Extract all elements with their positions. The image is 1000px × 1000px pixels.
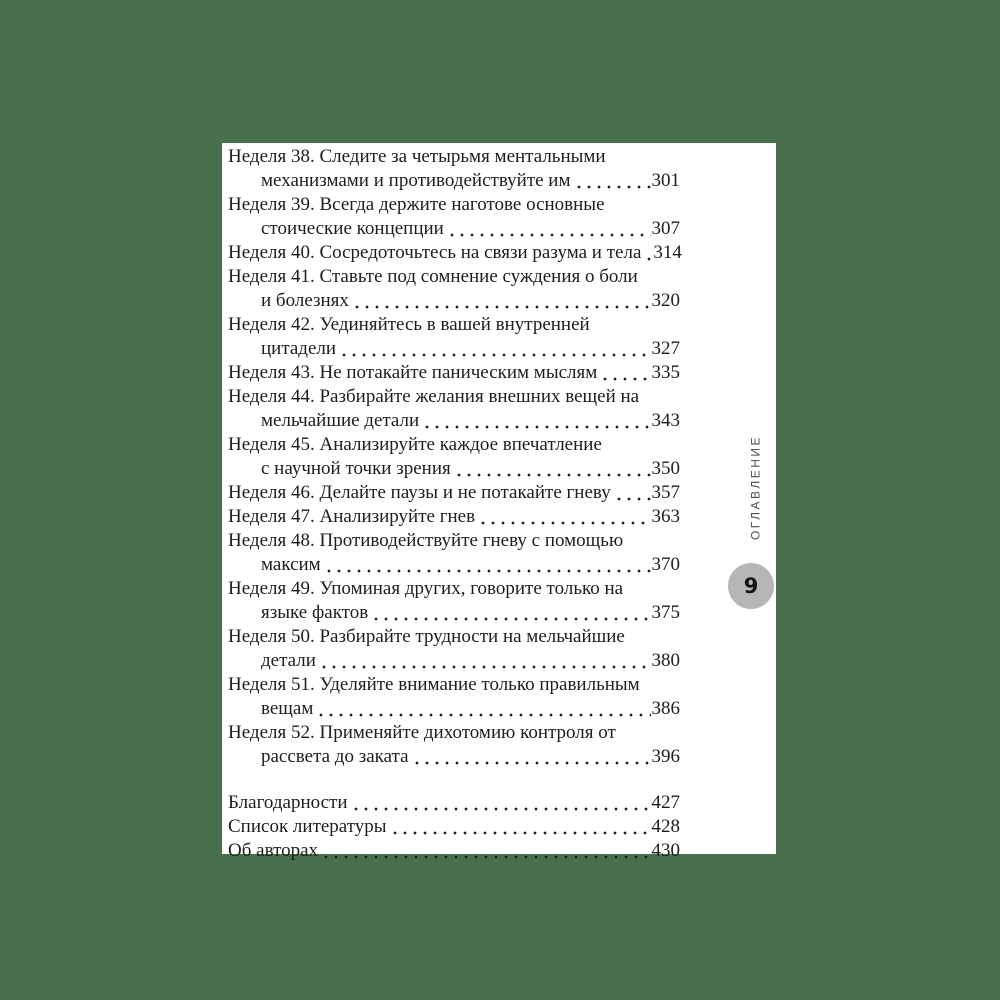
entry-title: Неделя 52. Применяйте дихотомию контроля от xyxy=(228,722,616,743)
toc-entry-line xyxy=(228,745,680,769)
dot-leader xyxy=(390,815,651,839)
page-number: 314 xyxy=(653,242,682,263)
toc-entry xyxy=(228,265,680,313)
toc-entry xyxy=(228,481,680,505)
entry-title: Неделя 49. Упоминая других, говорите только на xyxy=(228,578,624,599)
toc-entry-line xyxy=(228,337,680,361)
page-number: 301 xyxy=(651,170,680,191)
entry-title: Неделя 40. Сосредоточьтесь на связи разума и тела xyxy=(228,242,642,263)
dot-leader xyxy=(316,697,650,721)
toc-entry-line xyxy=(228,553,680,577)
toc-entry xyxy=(228,505,680,529)
entry-title: и болезнях xyxy=(261,290,349,311)
entry-title: Об авторах xyxy=(228,840,319,861)
toc-entry-line xyxy=(228,409,680,433)
page-number: 357 xyxy=(651,482,680,503)
page-number: 343 xyxy=(651,410,680,431)
toc-entry-line xyxy=(228,457,680,481)
dot-leader xyxy=(422,409,650,433)
toc-entry-line xyxy=(228,481,680,505)
dot-leader xyxy=(412,745,651,769)
toc-entry xyxy=(228,529,680,577)
entry-title: языке фактов xyxy=(261,602,369,623)
entry-title: детали xyxy=(261,650,316,671)
dot-leader xyxy=(478,505,650,529)
toc-entry xyxy=(228,241,680,265)
toc-entry xyxy=(228,145,680,193)
toc-entry-line xyxy=(228,217,680,241)
toc-entry-line xyxy=(228,721,680,745)
toc-entry-line xyxy=(228,145,680,169)
toc-entry-line xyxy=(228,193,680,217)
dot-leader xyxy=(454,457,651,481)
entry-title: Неделя 50. Разбирайте трудности на мельчайшие xyxy=(228,626,625,647)
toc-entry-line xyxy=(228,289,680,313)
entry-title: стоические концепции xyxy=(261,218,444,239)
entry-title: мельчайшие детали xyxy=(261,410,420,431)
entry-title: Неделя 51. Уделяйте внимание только правильным xyxy=(228,674,640,695)
toc-entry-line xyxy=(228,241,680,265)
dot-leader xyxy=(371,601,650,625)
toc-entry-line xyxy=(228,649,680,673)
toc-entry xyxy=(228,815,680,839)
page-number: 307 xyxy=(651,218,680,239)
toc-entry-line xyxy=(228,577,680,601)
dot-leader xyxy=(447,217,651,241)
page-number: 386 xyxy=(651,698,680,719)
entry-title: Неделя 46. Делайте паузы и не потакайте гневу xyxy=(228,482,611,503)
toc-entry xyxy=(228,433,680,481)
dot-leader xyxy=(319,649,651,673)
toc-entry-line xyxy=(228,673,680,697)
toc-entry-line xyxy=(228,601,680,625)
page-number: 350 xyxy=(651,458,680,479)
entry-title: Неделя 38. Следите за четырьмя ментальными xyxy=(228,146,606,167)
entry-title: с научной точки зрения xyxy=(261,458,451,479)
toc-entry-line xyxy=(228,265,680,289)
toc-entry-line xyxy=(228,815,680,839)
page-number: 375 xyxy=(651,602,680,623)
page-number: 396 xyxy=(651,746,680,767)
page-number: 380 xyxy=(651,650,680,671)
page-number: 370 xyxy=(651,554,680,575)
entry-title: Неделя 41. Ставьте под сомнение суждения о боли xyxy=(228,266,638,287)
entry-title: вещам xyxy=(261,698,314,719)
toc-entry-line xyxy=(228,839,680,863)
page-number-badge xyxy=(728,563,774,609)
dot-leader xyxy=(574,169,651,193)
toc-entry-line xyxy=(228,625,680,649)
entry-title: Неделя 42. Уединяйтесь в вашей внутренней xyxy=(228,314,590,335)
toc-entry xyxy=(228,577,680,625)
toc-entry xyxy=(228,361,680,385)
entry-title: Благодарности xyxy=(228,792,348,813)
dot-leader xyxy=(600,361,650,385)
entry-title: Неделя 47. Анализируйте гнев xyxy=(228,506,476,527)
entry-title: Неделя 48. Противодействуйте гневу с помощью xyxy=(228,530,624,551)
toc-entry xyxy=(228,839,680,863)
page-number-badge-value: 9 xyxy=(743,574,759,598)
sidebar-label: ОГЛАВЛЕНИЕ xyxy=(748,434,763,541)
dot-leader xyxy=(352,289,651,313)
dot-leader xyxy=(614,481,651,505)
dot-leader xyxy=(321,839,650,863)
toc-entry-line xyxy=(228,505,680,529)
toc-entry xyxy=(228,385,680,433)
toc-entry-line xyxy=(228,529,680,553)
toc-entry-line xyxy=(228,697,680,721)
toc-entry xyxy=(228,313,680,361)
entry-title: Список литературы xyxy=(228,816,387,837)
page-number: 363 xyxy=(651,506,680,527)
entry-title: цитадели xyxy=(261,338,337,359)
dot-leader xyxy=(339,337,650,361)
toc-list xyxy=(228,145,680,769)
toc-entry-line xyxy=(228,313,680,337)
dot-leader xyxy=(351,791,651,815)
entry-title: Неделя 39. Всегда держите наготове основные xyxy=(228,194,605,215)
page-number: 430 xyxy=(651,840,680,861)
page-number: 428 xyxy=(651,816,680,837)
page-number: 327 xyxy=(651,338,680,359)
entry-title: Неделя 43. Не потакайте паническим мыслям xyxy=(228,362,598,383)
toc-entry-line xyxy=(228,433,680,457)
toc-entry-line xyxy=(228,385,680,409)
page-number: 335 xyxy=(651,362,680,383)
back-matter-list xyxy=(228,791,680,863)
book-page xyxy=(222,143,776,861)
toc-entry xyxy=(228,625,680,673)
entry-title: Неделя 44. Разбирайте желания внешних вещей на xyxy=(228,386,640,407)
entry-title: максим xyxy=(261,554,321,575)
toc-entry xyxy=(228,193,680,241)
toc-entry-line xyxy=(228,791,680,815)
toc-entry xyxy=(228,721,680,769)
entry-title: механизмами и противодействуйте им xyxy=(261,170,571,191)
dot-leader xyxy=(644,241,652,265)
entry-title: рассвета до заката xyxy=(261,746,409,767)
toc-entry-line xyxy=(228,361,680,385)
toc-entry xyxy=(228,673,680,721)
page-number: 320 xyxy=(651,290,680,311)
toc-entry xyxy=(228,791,680,815)
toc-entry-line xyxy=(228,169,680,193)
entry-title: Неделя 45. Анализируйте каждое впечатление xyxy=(228,434,602,455)
page-number: 427 xyxy=(651,792,680,813)
dot-leader xyxy=(324,553,651,577)
